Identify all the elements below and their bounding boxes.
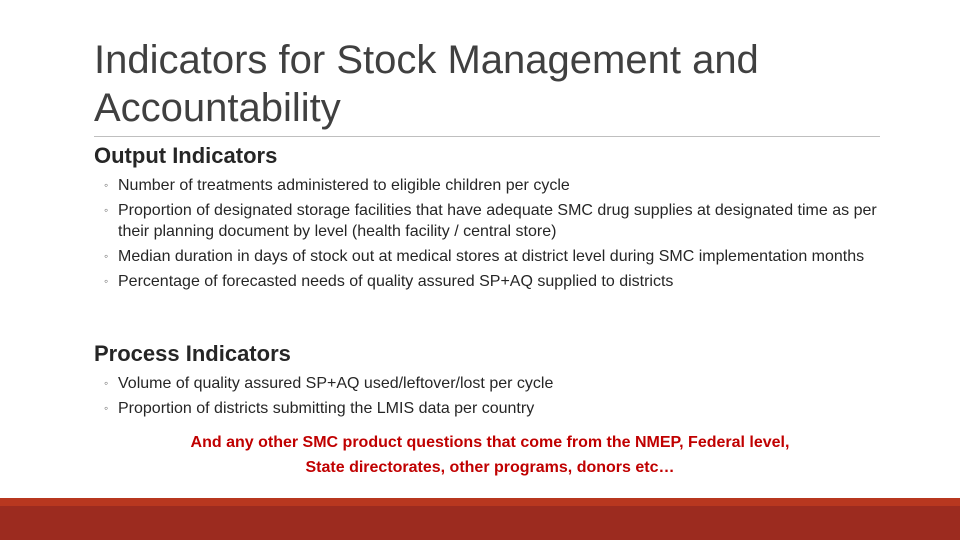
list-item bbox=[104, 398, 884, 419]
list-item-text: Number of treatments administered to eligible children per cycle bbox=[118, 177, 570, 194]
list-item-text: Proportion of designated storage facilities that have adequate SMC drug supplies at designated time as per their planning document by level (health facility / central store) bbox=[118, 202, 877, 240]
output-indicators-list bbox=[104, 175, 884, 296]
slide-title bbox=[94, 36, 894, 132]
bullet-icon: ◦ bbox=[104, 203, 109, 217]
slide-title-line-2: Accountability bbox=[94, 86, 341, 130]
list-item bbox=[104, 373, 884, 394]
closing-note bbox=[120, 430, 860, 480]
footer-bar bbox=[0, 498, 960, 540]
title-divider bbox=[94, 136, 880, 137]
list-item-text: Median duration in days of stock out at medical stores at district level during SMC implementation months bbox=[118, 248, 865, 265]
slide-title-line-1: Indicators for Stock Management and bbox=[94, 38, 759, 82]
list-item-text: Proportion of districts submitting the LMIS data per country bbox=[118, 400, 535, 417]
bullet-icon: ◦ bbox=[104, 376, 109, 390]
list-item-text: Percentage of forecasted needs of quality assured SP+AQ supplied to districts bbox=[118, 273, 674, 290]
output-indicators-heading: Output Indicators bbox=[94, 143, 278, 168]
closing-note-line-2: State directorates, other programs, donors etc… bbox=[305, 459, 675, 476]
footer-accent bbox=[0, 498, 960, 506]
list-item-text: Volume of quality assured SP+AQ used/leftover/lost per cycle bbox=[118, 375, 554, 392]
bullet-icon: ◦ bbox=[104, 274, 109, 288]
bullet-icon: ◦ bbox=[104, 401, 109, 415]
closing-note-line-1: And any other SMC product questions that come from the NMEP, Federal level, bbox=[190, 434, 790, 451]
process-indicators-heading: Process Indicators bbox=[94, 341, 291, 366]
list-item bbox=[104, 200, 884, 242]
process-indicators-list bbox=[104, 373, 884, 423]
list-item bbox=[104, 246, 884, 267]
bullet-icon: ◦ bbox=[104, 249, 109, 263]
bullet-icon: ◦ bbox=[104, 178, 109, 192]
list-item bbox=[104, 271, 884, 292]
list-item bbox=[104, 175, 884, 196]
